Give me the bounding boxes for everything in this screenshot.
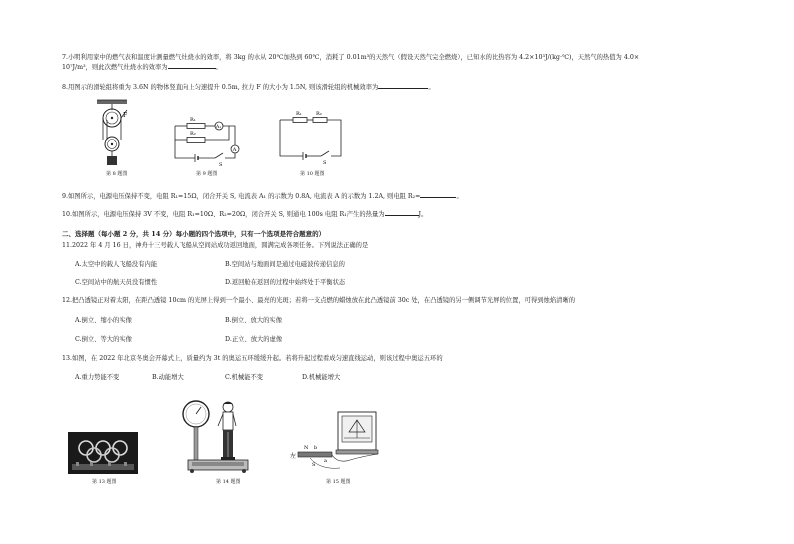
answer-blank[interactable]: [385, 209, 419, 216]
question-9: 9.如图所示，电源电压保持不变，电阻 R₁=15Ω，闭合开关 S, 电流表 A₁ 的示数为 0.8A, 电流表 A 的示数为 1.2A, 则电阻 R₂= 。: [62, 193, 463, 200]
figure-10-caption: 第 10 题图: [300, 171, 325, 177]
answer-blank[interactable]: [420, 191, 456, 198]
svg-text:A: A: [232, 147, 237, 153]
svg-text:N: N: [304, 445, 309, 451]
svg-text:a: a: [324, 458, 327, 464]
svg-text:R₁: R₁: [296, 111, 302, 117]
question-13-stem: 13.如图，在 2022 年北京冬奥会开幕式上，质量约为 3t 的奥运五环缓缓升起。若将升起过程看成匀速直线运动，则该过程中奥运五环的: [62, 355, 443, 362]
svg-text:S: S: [323, 160, 327, 166]
figure-9-circuit: [165, 118, 245, 166]
option-13c[interactable]: C.机械能不变: [225, 374, 264, 381]
figure-9-caption: 第 9 题图: [196, 171, 218, 177]
svg-text:A₁: A₁: [216, 125, 222, 130]
option-13d[interactable]: D.机械能增大: [302, 374, 341, 381]
figure-14-scale: [178, 398, 258, 474]
question-12-stem: 12.把凸透镜正对着太阳，在距凸透镜 10cm 的光屏上得到一个最小、最亮的光斑；若将一支点燃的蜡烛放在此凸透镜前 30c 处，在凸透镜的另一侧调节光屏的位置，可得到烛焰清晰的: [62, 297, 576, 304]
figure-13-olympic-rings: [68, 432, 138, 474]
question-11-stem: 11.2022 年 4 月 16 日，神舟十三号载人飞船从空间站成功返回地面，圆满完成各项任务。下列说法正确的是: [62, 242, 369, 249]
option-12c[interactable]: C.倒立、等大的实像: [75, 336, 132, 343]
option-11b[interactable]: B.空间站与地面间是通过电磁波传递信息的: [225, 261, 345, 268]
figure-13-caption: 第 13 题图: [92, 479, 117, 485]
option-12d[interactable]: D.正立、放大的虚像: [225, 336, 283, 343]
option-12b[interactable]: B.倒立、放大的实像: [225, 317, 283, 324]
section-2-title: 二、选择题（每小题 2 分，共 14 分）每小题的四个选项中，只有一个选项是符合题意的）: [62, 230, 326, 238]
figure-8-pulley: [93, 100, 137, 170]
svg-text:R₁: R₁: [190, 117, 196, 123]
svg-text:S: S: [219, 162, 223, 168]
option-13a[interactable]: A.重力势能不变: [75, 374, 120, 381]
answer-blank[interactable]: [168, 62, 216, 69]
option-13b[interactable]: B.动能增大: [152, 374, 184, 381]
answer-blank[interactable]: [378, 82, 428, 89]
question-7-line2: 10⁷J/m³，则此次燃气灶烧水的效率为 。: [62, 64, 222, 71]
figure-8-caption: 第 8 题图: [106, 171, 128, 177]
option-11a[interactable]: A.太空中的载人飞船没有内能: [75, 261, 158, 268]
figure-15-caption: 第 15 题图: [326, 479, 351, 485]
option-12a[interactable]: A.倒立、缩小的实像: [75, 317, 132, 324]
figure-15-device: [290, 408, 394, 474]
question-7-line1: 7.小明利用家中的燃气表和温度计测量燃气灶烧水的效率，将 3kg 的水从 20℃加热到 60℃，消耗了 0.01m³的天然气（假设天然气完全燃烧），已知水的比热容为 4.2×10³J/(kg·℃)，天然气的热值为 4.0×: [62, 54, 640, 61]
svg-text:R₂: R₂: [190, 131, 196, 137]
svg-text:S: S: [312, 462, 316, 468]
svg-text:左: 左: [290, 453, 297, 460]
option-11d[interactable]: D.返回舱在返回的过程中始终处于平衡状态: [225, 279, 346, 286]
question-10: 10.如图所示，电源电压保持 3V 不变，电阻 R₁=10Ω、R₂=20Ω，闭合开关 S, 则通电 100s 电阻 R₁产生的热量为 J。: [62, 211, 428, 218]
figure-10-circuit: [275, 112, 347, 164]
force-label-f: F: [123, 112, 128, 119]
svg-text:R₂: R₂: [316, 111, 322, 117]
figure-14-caption: 第 14 题图: [216, 479, 241, 485]
question-8: 8.用图示的滑轮组将重为 3.6N 的物体竖直向上匀速提升 0.5m, 拉力 F 的大小为 1.5N, 则该滑轮组的机械效率为 。: [62, 84, 435, 91]
svg-text:b: b: [314, 445, 318, 451]
option-11c[interactable]: C.空间站中的航天员没有惯性: [75, 279, 158, 286]
